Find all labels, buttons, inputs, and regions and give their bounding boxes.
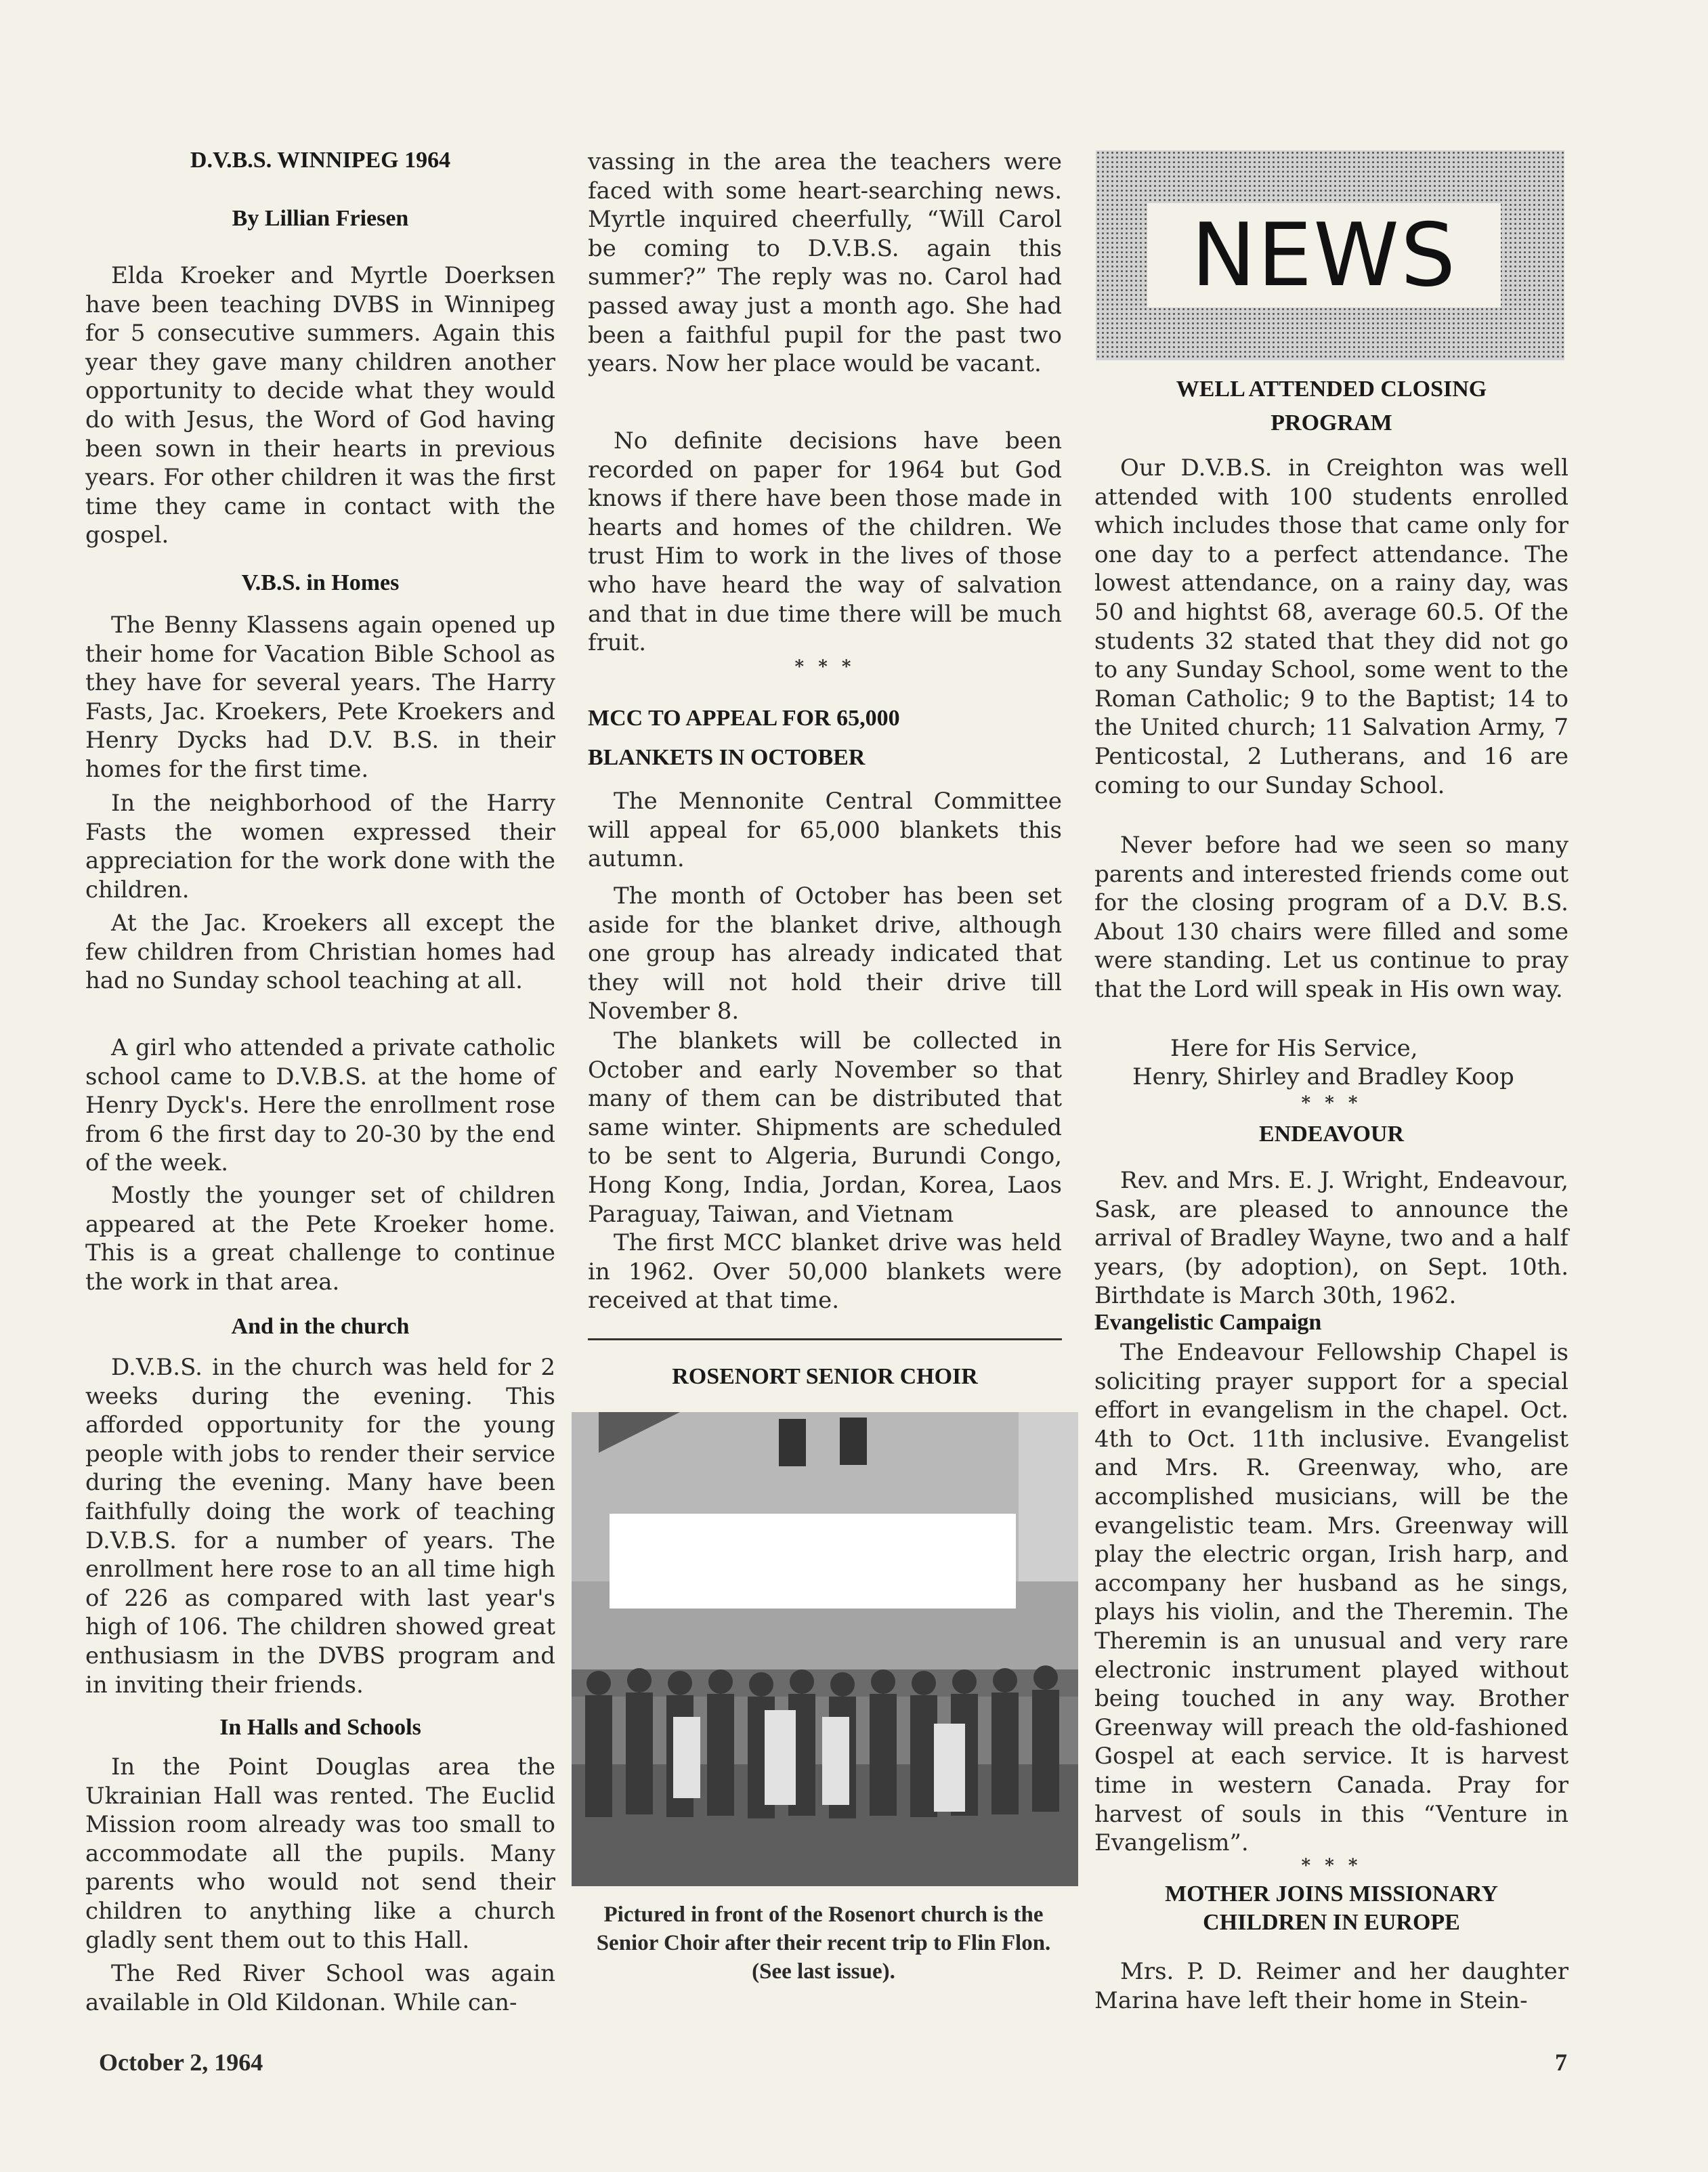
article-title: WELL ATTENDED CLOSING [1176, 377, 1487, 402]
article-title: MOTHER JOINS MISSIONARY [1165, 1881, 1498, 1907]
paragraph: Elda Kroeker and Myrtle Doerksen have been teaching DVBS in Winnipeg for 5 consecutive summers. Again this year they gave many children another opportunity to decide what they would do with Jesus, the Word of God having been sown in their hearts in previous years. For other children it was the first time they came in contact with the gospel. [85, 262, 555, 549]
paragraph: Never before had we seen so many parents and interested friends come out for the closing program of a D.V. B.S. About 130 chairs were filled and some were standing. Let us continue to pray that the Lord will speak in His own way. [1094, 832, 1568, 1003]
section-heading: V.B.S. in Homes [241, 570, 400, 595]
paragraph: Our D.V.B.S. in Creighton was well attended with 100 students enrolled which includes those that came only for one day to a perfect attendance. The lowest attendance, on a rainy day, was 50 and hightst 68, average 60.5. Of the students 32 stated that they did not go to any Sunday School, some went to the Roman Catholic; 9 to the Baptist; 14 to the United church; 11 Salvation Army, 7 Penticostal, 2 Lutherans, and 16 are coming to our Sunday School. [1094, 454, 1568, 799]
paragraph: The Endeavour Fellowship Chapel is soliciting prayer support for a special effort in evangelism in the chapel. Oct. 4th to Oct. 11th inclusive. Evangelist and Mrs. R. Greenway, who, are accomplished musicians, will be the evangelistic team. Mrs. Greenway will play the electric organ, Irish harp, and accompany her husband as he sings, plays his violin, and the Theremin. The Theremin is an unusual and very rare electronic instrument played without being touched in any way. Brother Greenway will preach the old-fashioned Gospel at each service. It is harvest time in western Canada. Pray for harvest of souls in this “Venture in Evangelism”. [1094, 1339, 1568, 1857]
section-heading: And in the church [231, 1314, 410, 1339]
paragraph: The first MCC blanket drive was held in 1962. Over 50,000 blankets were received at that time. [588, 1229, 1062, 1315]
news-logo: NEWS [1147, 203, 1501, 307]
paragraph: The blankets will be collected in October and early November so that many of them can be distributed that same winter. Shipments are scheduled to be sent to Algeria, Burundi Congo, Hong Kong, India, Jordan, Korea, Laos Paraguay, Taiwan, and Vietnam [588, 1027, 1062, 1228]
choir-photo [572, 1412, 1078, 1886]
page-number: 7 [1555, 2049, 1567, 2076]
paragraph: No definite decisions have been recorded on paper for 1964 but God knows if there have been those made in hearts and homes of the children. We trust Him to work in the lives of those who have heard the way of salvation and that in due time there will be much fruit. [588, 427, 1062, 657]
separator-stars: * * * [1301, 1856, 1362, 1876]
section-heading: In Halls and Schools [219, 1715, 421, 1740]
signature-line: Here for His Service, [1170, 1035, 1418, 1062]
section-heading: Evangelistic Campaign [1094, 1310, 1322, 1335]
paragraph: The month of October has been set aside for the blanket drive, although one group has already indicated that they will not hold their drive till November 8. [588, 882, 1062, 1025]
article-title: CHILDREN IN EUROPE [1203, 1910, 1460, 1935]
article-title: D.V.B.S. WINNIPEG 1964 [190, 148, 451, 173]
paragraph: D.V.B.S. in the church was held for 2 weeks during the evening. This afforded opportunity for the young people with jobs to render their service during the evening. Many have been faithfully doing the work of teaching D.V.B.S. for a number of years. The enrollment here rose to an all time high of 226 as compared with last year's high of 106. The children showed great enthusiasm in the DVBS program and in inviting their friends. [85, 1354, 555, 1699]
paragraph: A girl who attended a private catholic school came to D.V.B.S. at the home of Henry Dyck's. Here the enrollment rose from 6 the first day to 20-30 by the end of the week. [85, 1034, 555, 1177]
paragraph: In the Point Douglas area the Ukrainian Hall was rented. The Euclid Mission room already was too small to accommodate all the pupils. Many parents who would not send their children to anything like a church gladly sent them out to this Hall. [85, 1753, 555, 1954]
article-title: PROGRAM [1271, 410, 1392, 435]
article-title: ENDEAVOUR [1258, 1122, 1405, 1147]
paragraph: The Mennonite Central Committee will appeal for 65,000 blankets this autumn. [588, 788, 1062, 873]
photo-caption: Pictured in front of the Rosenort church is the Senior Choir after their recent trip to Flin Flon. (See last issue). [596, 1902, 1051, 1984]
column-1 [85, 0, 555, 2032]
article-title: MCC TO APPEAL FOR 65,000 [588, 706, 900, 731]
issue-date: October 2, 1964 [99, 2049, 263, 2076]
paragraph: The Red River School was again available in Old Kildonan. While can- [85, 1960, 555, 2016]
separator-stars: * * * [794, 657, 855, 677]
paragraph: Rev. and Mrs. E. J. Wright, Endeavour, Sask, are pleased to announce the arrival of Bradley Wayne, two and a half years, (by adoption), on Sept. 10th. Birthdate is March 30th, 1962. [1094, 1167, 1568, 1310]
paragraph: At the Jac. Kroekers all except the few children from Christian homes had had no Sunday school teaching at all. [85, 910, 555, 995]
separator-stars: * * * [1301, 1093, 1362, 1113]
paragraph: vassing in the area the teachers were faced with some heart-searching news. Myrtle inquired cheerfully, “Will Carol be coming to D.V.B.S. again this summer?” The reply was no. Carol had passed away just a month ago. She had been a faithful pupil for the past two years. Now her place would be vacant. [588, 148, 1062, 378]
byline: By Lillian Friesen [232, 206, 409, 231]
article-title: BLANKETS IN OCTOBER [588, 745, 866, 770]
photo-title: ROSENORT SENIOR CHOIR [672, 1364, 978, 1389]
column-3 [1094, 0, 1568, 2032]
paragraph: The Benny Klassens again opened up their home for Vacation Bible School as they have for several years. The Harry Fasts, Jac. Kroekers, Pete Kroekers and Henry Dycks had D.V. B.S. in their homes for the first time. [85, 612, 555, 783]
paragraph: In the neighborhood of the Harry Fasts the women expressed their appreciation for the work done with the children. [85, 790, 555, 903]
choir-photo-illustration [572, 1412, 1078, 1886]
paragraph: Mostly the younger set of children appeared at the Pete Kroeker home. This is a great challenge to continue the work in that area. [85, 1182, 555, 1296]
paragraph: Mrs. P. D. Reimer and her daughter Marina have left their home in Stein- [1094, 1958, 1568, 2014]
signature-line: Henry, Shirley and Bradley Koop [1132, 1063, 1514, 1090]
divider-rule [588, 1338, 1062, 1340]
